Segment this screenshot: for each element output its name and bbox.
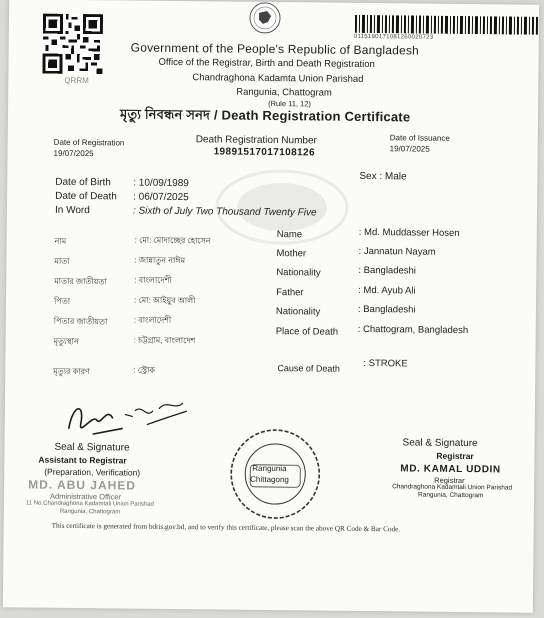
left-note: (Preparation, Verification) [44,466,141,478]
en-value-mother: : Jannatun Nayam [358,245,436,258]
registration-date-value: 19/07/2025 [53,148,94,159]
qr-code [42,14,103,75]
en-label-mother: Mother [276,248,307,260]
bn-label-name: নাম [54,236,67,246]
en-value-father-nationality: : Bangladeshi [357,303,416,316]
left-designation: Administrative Officer [49,491,122,502]
certificate-paper [3,0,539,613]
right-officer-name: MD. KAMAL UDDIN [400,463,501,476]
barcode [355,15,539,35]
right-seal-title: Seal & Signature [402,437,478,450]
bn-label-father: পিতা [53,296,71,306]
en-label-father: Father [276,287,304,299]
government-seal-icon [237,2,293,41]
sex-field: Sex : Male [359,170,407,183]
bn-label-mother: মাতা [54,256,70,266]
bn-value-cause-of-death: : স্ট্রোক [133,365,156,375]
dod-label: Date of Death [55,190,117,203]
left-seal-title: Seal & Signature [54,441,130,454]
header-rule: (Rule 11, 12) [268,98,311,109]
en-value-mother-nationality: : Bangladeshi [358,264,417,277]
issuance-date-label: Date of Issuance [389,133,450,143]
bn-value-mother-nationality: : বাংলাদেশী [134,275,172,285]
document-title: মৃত্যু নিবন্ধন সনদ / Death Registration Certificate [119,106,411,125]
en-value-father: : Md. Ayub Ali [358,284,416,297]
stamp-center-2: Chittagong [250,474,289,485]
en-label-place-of-death: Place of Death [275,326,339,338]
registrar-office-stamp [228,427,323,522]
bn-label-father-nationality: পিতার জাতীয়তা [53,316,108,327]
header-location: Rangunia, Chattogram [236,86,332,99]
dod-value: : 06/07/2025 [133,191,189,204]
en-value-name: : Md. Muddasser Hosen [358,226,460,239]
barcode-number: 0115190171081260020723 [353,33,434,41]
dob-label: Date of Birth [55,176,111,189]
registration-number-value: 19891517017108126 [213,146,316,159]
en-label-mother-nationality: Nationality [276,267,321,279]
left-office: 11 No.Chandraghona Kadamtali Union Parishad [25,500,154,508]
registration-date-label: Date of Registration [53,137,125,148]
header-union: Chandraghona Kadamta Union Parishad [192,72,364,85]
qr-caption: QRRM [64,75,89,86]
en-value-cause-of-death: : STROKE [363,357,408,370]
en-value-place-of-death: : Chattogram, Bangladesh [357,323,469,337]
bn-label-place-of-death: মৃত্যুস্থান [53,336,79,346]
right-role: Registrar [436,450,474,462]
bn-value-place-of-death: : চট্টগ্রাম, বাংলাদেশ [133,335,196,346]
left-officer-name: MD. ABU JAHED [28,477,137,493]
bn-value-name: : মো: মোদাচ্ছের হোসেন [134,235,211,246]
left-role: Assistant to Registrar [38,454,127,466]
issuance-date-value: 19/07/2025 [389,144,430,154]
header-government: Government of the People's Republic of Bangladesh [130,40,420,58]
right-location: Rangunia, Chattogram [417,491,484,500]
right-office: Chandraghona Kadamtali Union Parishad [392,483,513,492]
en-label-father-nationality: Nationality [275,306,321,318]
header-office: Office of the Registrar, Birth and Death Registration [158,56,375,71]
verification-footer: This certificate is generated from bdris.gov.bd, and to verify this certificate, please scan the above QR Code & Bar Code. [51,521,401,534]
stamp-center-1: Rangunia [252,463,287,474]
inword-label: In Word [54,204,90,217]
dob-value: : 10/09/1989 [133,177,189,190]
bn-value-mother: : জান্নাতুন নাঈম [134,255,186,266]
inword-value: : Sixth of July Two Thousand Twenty Five [132,205,317,219]
bn-value-father: : মো: আইয়ুব আলী [134,295,196,306]
assistant-signature [63,384,194,445]
registration-number-label: Death Registration Number [195,134,317,147]
en-label-name: Name [276,229,303,241]
right-designation: Registrar [434,475,465,486]
bn-label-cause-of-death: মৃত্যুর কারণ [53,366,90,377]
bn-value-father-nationality: : বাংলাদেশী [133,315,172,325]
left-location: Rangunia, Chattogram [59,508,121,516]
bn-label-mother-nationality: মাতার জাতীয়তা [54,276,107,287]
en-label-cause-of-death: Cause of Death [277,363,340,374]
